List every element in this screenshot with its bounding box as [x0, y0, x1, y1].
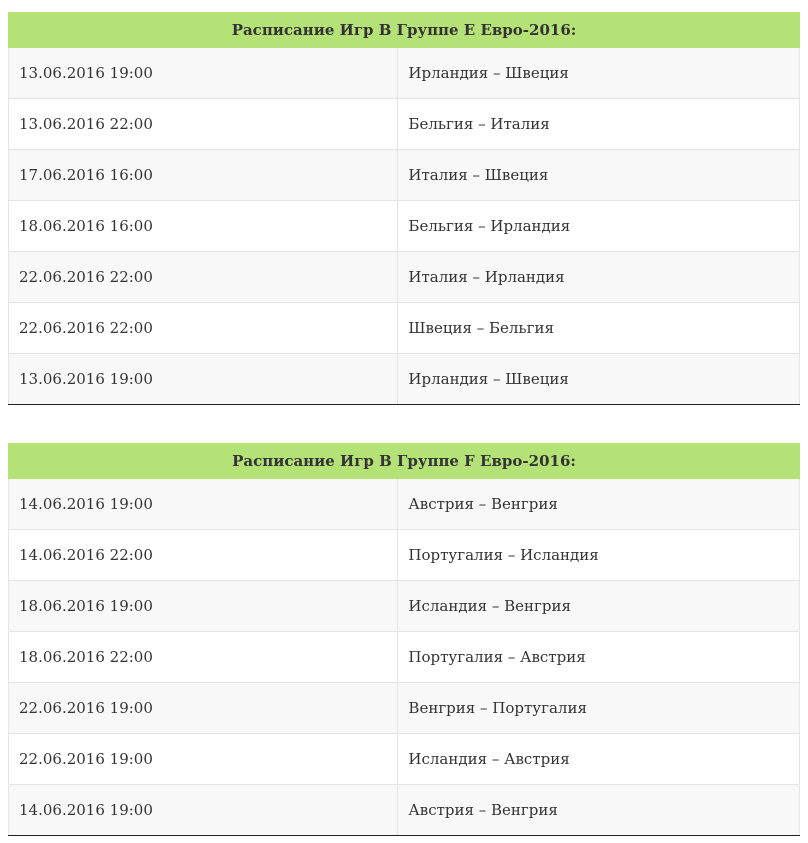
group-e-header-row: [9, 13, 800, 48]
group-e-schedule-table: [8, 12, 800, 405]
match-teams: Швеция – Бельгия: [398, 303, 800, 354]
table-row: [9, 252, 800, 303]
match-datetime: 22.06.2016 19:00: [9, 734, 398, 785]
match-teams: Италия – Швеция: [398, 150, 800, 201]
match-datetime: 22.06.2016 22:00: [9, 303, 398, 354]
group-f-title: Расписание Игр В Группе F Евро-2016:: [9, 444, 800, 479]
table-row: [9, 99, 800, 150]
match-datetime: 13.06.2016 19:00: [9, 48, 398, 99]
table-row: [9, 303, 800, 354]
match-datetime: 13.06.2016 22:00: [9, 99, 398, 150]
table-row: [9, 530, 800, 581]
match-datetime: 22.06.2016 19:00: [9, 683, 398, 734]
match-datetime: 18.06.2016 16:00: [9, 201, 398, 252]
match-datetime: 17.06.2016 16:00: [9, 150, 398, 201]
match-datetime: 18.06.2016 22:00: [9, 632, 398, 683]
table-row: [9, 734, 800, 785]
table-row: [9, 683, 800, 734]
table-row: [9, 201, 800, 252]
match-teams: Австрия – Венгрия: [398, 479, 800, 530]
table-row: [9, 632, 800, 683]
match-teams: Португалия – Исландия: [398, 530, 800, 581]
table-row: [9, 785, 800, 836]
match-teams: Бельгия – Ирландия: [398, 201, 800, 252]
match-teams: Ирландия – Швеция: [398, 48, 800, 99]
table-row: [9, 479, 800, 530]
match-datetime: 18.06.2016 19:00: [9, 581, 398, 632]
match-teams: Бельгия – Италия: [398, 99, 800, 150]
group-f-header-row: [9, 444, 800, 479]
match-teams: Австрия – Венгрия: [398, 785, 800, 836]
match-datetime: 14.06.2016 19:00: [9, 785, 398, 836]
match-teams: Португалия – Австрия: [398, 632, 800, 683]
group-f-schedule-table: [8, 443, 800, 836]
match-teams: Исландия – Венгрия: [398, 581, 800, 632]
match-teams: Ирландия – Швеция: [398, 354, 800, 405]
table-row: [9, 354, 800, 405]
match-datetime: 14.06.2016 22:00: [9, 530, 398, 581]
match-teams: Венгрия – Португалия: [398, 683, 800, 734]
match-teams: Исландия – Австрия: [398, 734, 800, 785]
group-e-title: Расписание Игр В Группе Е Евро-2016:: [9, 13, 800, 48]
table-row: [9, 150, 800, 201]
match-teams: Италия – Ирландия: [398, 252, 800, 303]
match-datetime: 22.06.2016 22:00: [9, 252, 398, 303]
match-datetime: 13.06.2016 19:00: [9, 354, 398, 405]
table-row: [9, 48, 800, 99]
table-row: [9, 581, 800, 632]
match-datetime: 14.06.2016 19:00: [9, 479, 398, 530]
